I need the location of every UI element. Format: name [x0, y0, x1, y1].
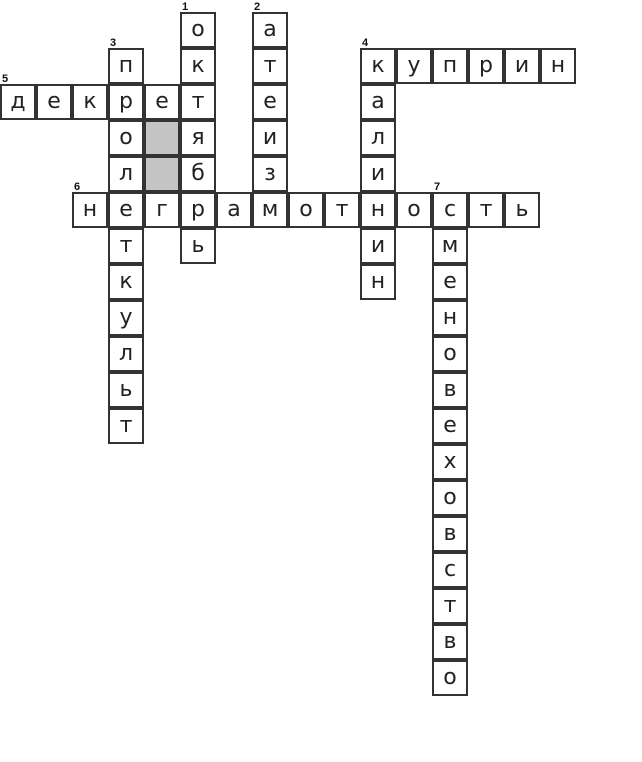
letter-cell: п [108, 48, 144, 84]
letter-cell: р [468, 48, 504, 84]
letter-cell: о [108, 120, 144, 156]
letter-cell: о [396, 192, 432, 228]
letter-cell: т [180, 84, 216, 120]
letter-cell: е [108, 192, 144, 228]
letter-cell: а [252, 12, 288, 48]
letter-cell: х [432, 444, 468, 480]
letter-cell: т [252, 48, 288, 84]
letter-cell: с [432, 192, 468, 228]
letter-cell: к [108, 264, 144, 300]
letter-cell: о [180, 12, 216, 48]
letter-cell: у [396, 48, 432, 84]
letter-cell: т [324, 192, 360, 228]
clue-number: 5 [2, 73, 9, 85]
letter-cell: к [180, 48, 216, 84]
letter-cell: о [288, 192, 324, 228]
letter-cell: е [432, 264, 468, 300]
letter-cell: к [72, 84, 108, 120]
letter-cell: у [108, 300, 144, 336]
letter-cell: н [432, 300, 468, 336]
letter-cell: к [360, 48, 396, 84]
clue-number: 6 [74, 181, 81, 193]
letter-cell: д [0, 84, 36, 120]
letter-cell: о [432, 336, 468, 372]
shaded-cell [144, 120, 180, 156]
letter-cell: и [360, 228, 396, 264]
clue-number: 4 [362, 37, 369, 49]
letter-cell: о [432, 480, 468, 516]
letter-cell: т [108, 228, 144, 264]
letter-cell: е [144, 84, 180, 120]
letter-cell: т [432, 588, 468, 624]
clue-number: 1 [182, 1, 189, 13]
letter-cell: л [360, 120, 396, 156]
letter-cell: и [504, 48, 540, 84]
letter-cell: б [180, 156, 216, 192]
letter-cell: р [180, 192, 216, 228]
letter-cell: е [36, 84, 72, 120]
letter-cell: н [72, 192, 108, 228]
letter-cell: е [252, 84, 288, 120]
letter-cell: я [180, 120, 216, 156]
letter-cell: а [216, 192, 252, 228]
letter-cell: о [432, 660, 468, 696]
letter-cell: ь [504, 192, 540, 228]
letter-cell: п [432, 48, 468, 84]
letter-cell: н [360, 192, 396, 228]
letter-cell: ь [180, 228, 216, 264]
letter-cell: и [252, 120, 288, 156]
letter-cell: е [432, 408, 468, 444]
letter-cell: г [144, 192, 180, 228]
letter-cell: в [432, 624, 468, 660]
letter-cell: н [360, 264, 396, 300]
letter-cell: с [432, 552, 468, 588]
letter-cell: в [432, 516, 468, 552]
letter-cell: и [360, 156, 396, 192]
letter-cell: з [252, 156, 288, 192]
letter-cell: л [108, 156, 144, 192]
letter-cell: н [540, 48, 576, 84]
letter-cell: м [432, 228, 468, 264]
clue-number: 3 [110, 37, 117, 49]
letter-cell: р [108, 84, 144, 120]
clue-number: 7 [434, 181, 441, 193]
letter-cell: т [468, 192, 504, 228]
letter-cell: л [108, 336, 144, 372]
letter-cell: а [360, 84, 396, 120]
letter-cell: в [432, 372, 468, 408]
shaded-cell [144, 156, 180, 192]
letter-cell: т [108, 408, 144, 444]
letter-cell: ь [108, 372, 144, 408]
clue-number: 2 [254, 1, 261, 13]
letter-cell: м [252, 192, 288, 228]
